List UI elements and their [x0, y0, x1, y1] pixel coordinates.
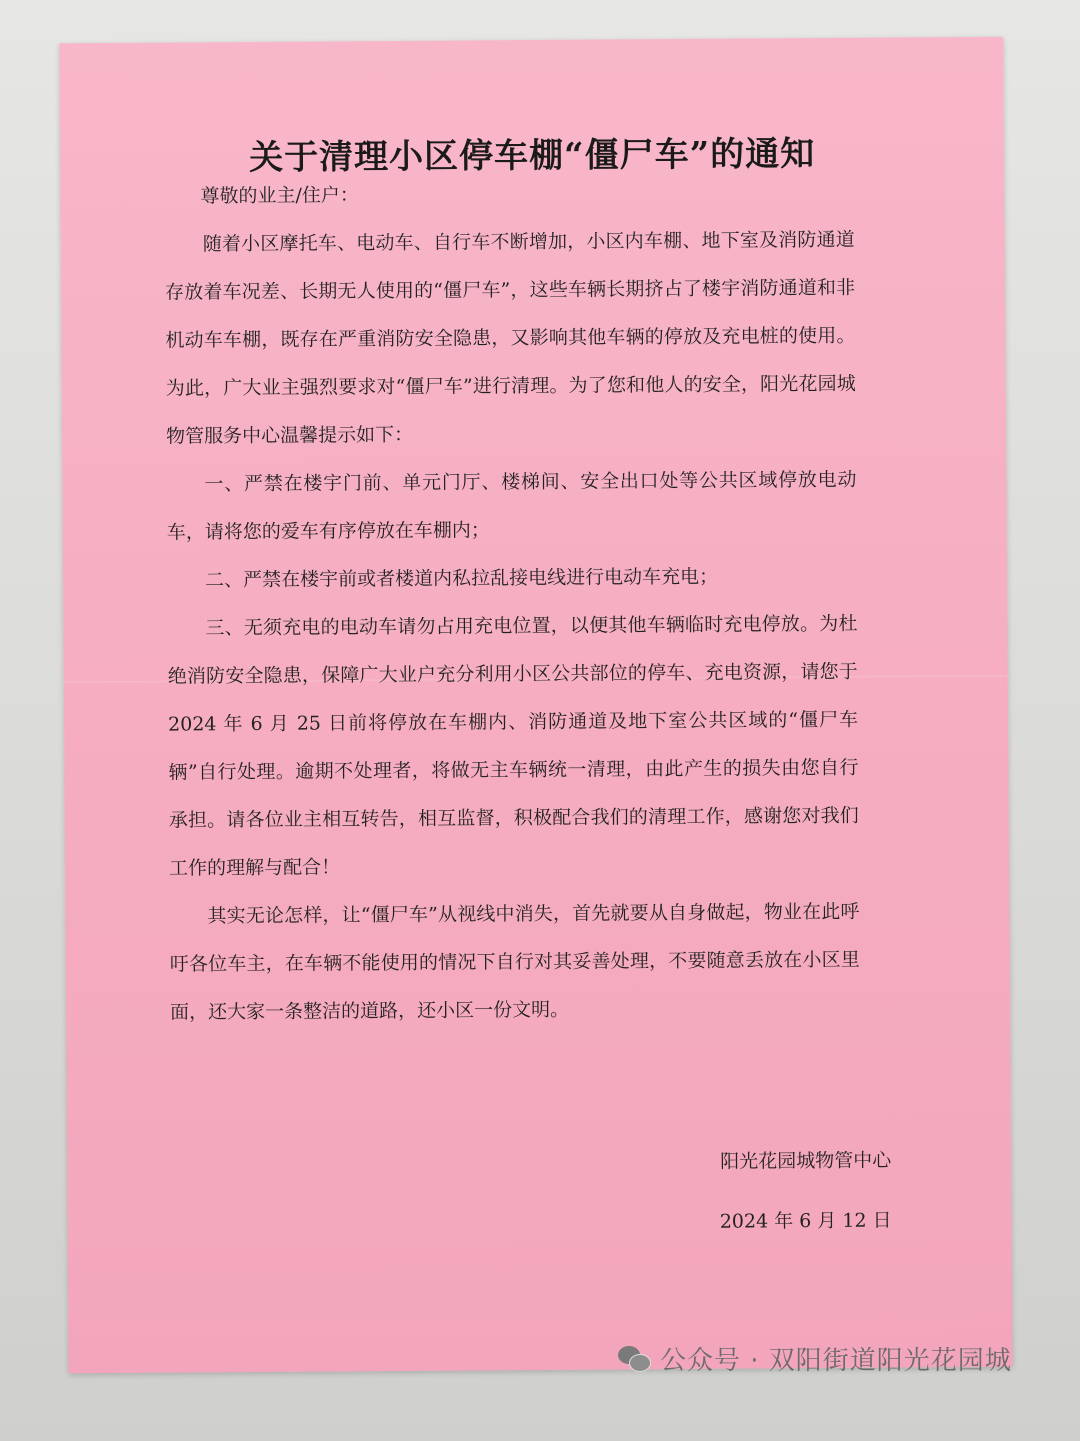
notice-paper [59, 37, 1012, 1374]
notice-title: 关于清理小区停车棚“僵尸车”的通知 [248, 134, 816, 178]
notice-item-3: 三、无须充电的电动车请勿占用充电位置，以便其他车辆临时充电停放。为杜绝消防安全隐患，保障广大业户充分利用小区公共部位的停车、充电资源，请您于 2024 年 6 月 25 日前将停放在车棚内、消防通道及地下室公共区域的“僵尸车辆”自行处理。逾期不处理者，将做无主车辆统一清理，由此产生的损失由您自行承担。请各位业主相互转告，相互监督，积极配合我们的清理工作，感谢您对我们工作的理解与配合！ [167, 612, 859, 880]
watermark [618, 1340, 1012, 1377]
wechat-icon [618, 1346, 650, 1372]
notice-signature: 阳光花园城物管中心 [720, 1149, 892, 1173]
notice-greeting: 尊敬的业主/住户： [200, 184, 359, 208]
watermark-text: 公众号 · 双阳街道阳光花园城 [660, 1346, 1012, 1376]
notice-item-1: 一、严禁在楼宇门前、单元门厅、楼梯间、安全出口处等公共区域停放电动车，请将您的爱车有序停放在车棚内； [166, 468, 857, 544]
notice-item-2: 二、严禁在楼宇前或者楼道内私拉乱接电线进行电动车充电； [205, 565, 719, 592]
notice-paragraph-intro: 随着小区摩托车、电动车、自行车不断增加，小区内车棚、地下室及消防通道存放着车况差、长期无人使用的“僵尸车”，这些车辆长期挤占了楼宇消防通道和非机动车车棚，既存在严重消防安全隐患，又影响其他车辆的停放及充电桩的使用。为此，广大业主强烈要求对“僵尸车”进行清理。为了您和他人的安全，阳光花园城物管服务中心温馨提示如下： [165, 228, 856, 448]
notice-date: 2024 年 6 月 12 日 [719, 1209, 892, 1233]
notice-paragraph-closing: 其实无论怎样，让“僵尸车”从视线中消失，首先就要从自身做起，物业在此呼吁各位车主，在车辆不能使用的情况下自行对其妥善处理，不要随意丢放在小区里面，还大家一条整洁的道路，还小区一份文明。 [169, 900, 860, 1024]
